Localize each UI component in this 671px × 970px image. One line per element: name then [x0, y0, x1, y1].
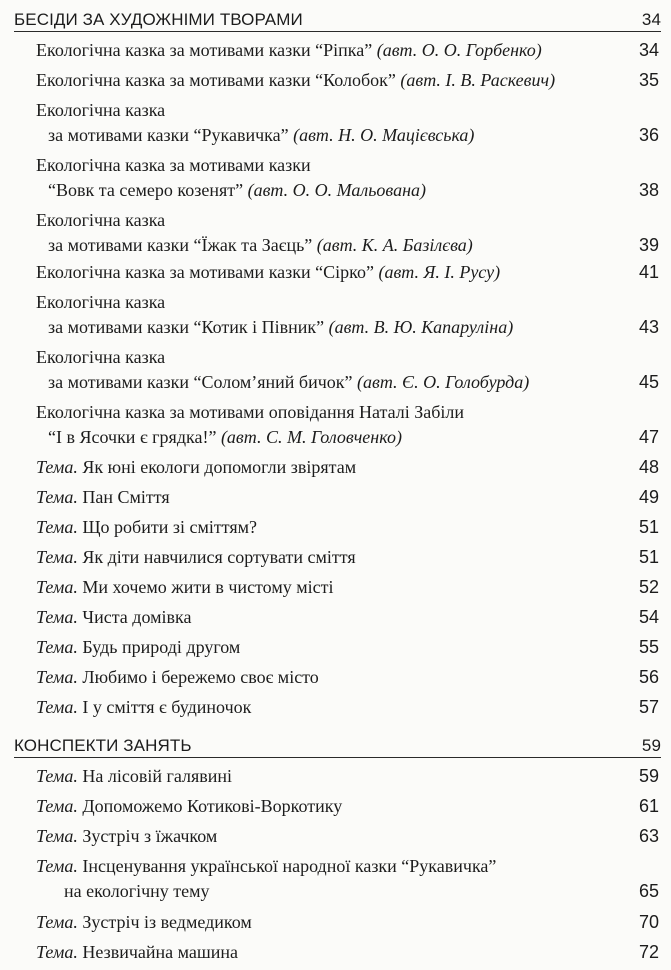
entry-page-number: 65	[638, 881, 659, 901]
toc-entry-line	[36, 665, 659, 690]
toc-entry-line	[36, 635, 659, 660]
entry-page-number: 51	[638, 547, 659, 567]
toc-entry-line	[36, 695, 659, 720]
entry-page-number: 41	[638, 262, 659, 282]
entry-page-number: 36	[638, 125, 659, 145]
toc-entry-line	[36, 38, 659, 63]
tema-label: Тема.	[36, 766, 78, 786]
entry-title: Що робити зі сміттям?	[82, 517, 257, 537]
toc-entry-line	[36, 515, 659, 540]
entry-author: (авт. І. В. Раскевич)	[400, 70, 556, 90]
toc-entry	[36, 485, 659, 510]
toc-entry	[36, 400, 659, 450]
toc-entry	[36, 575, 659, 600]
toc-entry-line	[36, 764, 659, 789]
toc-entry-line	[36, 485, 659, 510]
entry-title: Пан Сміття	[82, 487, 170, 507]
toc-entry-line	[36, 345, 659, 370]
entry-title: Екологічна казка	[36, 347, 166, 367]
tema-label: Тема.	[36, 577, 78, 597]
entry-page-number: 52	[638, 577, 659, 597]
toc-entry-line	[36, 208, 659, 233]
toc-entry-line	[36, 98, 659, 123]
entry-title: Чиста домівка	[82, 607, 192, 627]
entry-title: Зустріч з їжачком	[82, 826, 218, 846]
entry-page-number: 59	[638, 766, 659, 786]
entry-author: (авт. Н. О. Мацієвська)	[293, 125, 475, 145]
entry-title: Зустріч із ведмедиком	[82, 912, 252, 932]
entry-title: “І в Ясочки є грядка!”	[48, 427, 221, 447]
entry-title: Любимо і бережемо своє місто	[82, 667, 319, 687]
entry-title: Екологічна казка за мотивами казки “Колобок”	[36, 70, 401, 90]
tema-label: Тема.	[36, 607, 78, 627]
entry-author: (авт. К. А. Базілєва)	[316, 235, 473, 255]
entry-title: за мотивами казки “Їжак та Заєць”	[48, 235, 317, 255]
entry-page-number: 35	[638, 70, 659, 90]
toc-entry-line	[36, 153, 659, 178]
entry-page-number: 56	[638, 667, 659, 687]
entry-title: “Вовк та семеро козенят”	[48, 180, 248, 200]
toc-entry-line	[36, 370, 659, 395]
entry-author: (авт. Є. О. Голобурда)	[357, 372, 530, 392]
toc-entry-line	[36, 854, 659, 879]
toc-entry	[36, 153, 659, 203]
entry-title: Екологічна казка за мотивами оповідання Наталі Забіли	[36, 402, 465, 422]
entry-title: за мотивами казки “Рукавичка”	[48, 125, 294, 145]
entry-page-number: 34	[638, 40, 659, 60]
toc-entry	[36, 98, 659, 148]
tema-label: Тема.	[36, 697, 78, 717]
section-title: КОНСПЕКТИ ЗАНЯТЬ	[14, 736, 192, 755]
entry-title: Допоможемо Котикові-Воркотику	[82, 796, 343, 816]
entry-title: Будь природі другом	[82, 637, 241, 657]
toc-entry	[36, 854, 659, 904]
entry-page-number: 63	[638, 826, 659, 846]
entry-title: за мотивами казки “Солом’яний бичок”	[48, 372, 358, 392]
tema-label: Тема.	[36, 547, 78, 567]
toc-entry-line	[36, 455, 659, 480]
toc-entry	[36, 764, 659, 789]
tema-label: Тема.	[36, 457, 78, 477]
toc-entry-line	[36, 575, 659, 600]
entry-author: (авт. В. Ю. Капаруліна)	[328, 317, 514, 337]
entry-title: Як діти навчилися сортувати сміття	[82, 547, 356, 567]
toc-entry	[36, 290, 659, 340]
entry-page-number: 54	[638, 607, 659, 627]
entry-title: І у сміття є будиночок	[82, 697, 252, 717]
toc-entry	[36, 345, 659, 395]
toc-entry	[36, 260, 659, 285]
toc-entry-line	[36, 940, 659, 965]
toc-entry	[36, 605, 659, 630]
toc-entry	[36, 910, 659, 935]
tema-label: Тема.	[36, 517, 78, 537]
section-title: БЕСІДИ ЗА ХУДОЖНІМИ ТВОРАМИ	[14, 10, 303, 29]
entry-title: Екологічна казка	[36, 210, 166, 230]
toc-entry-line	[36, 315, 659, 340]
entry-page-number: 43	[638, 317, 659, 337]
entry-page-number: 45	[638, 372, 659, 392]
entry-author: (авт. С. М. Головченко)	[220, 427, 402, 447]
entry-page-number: 70	[638, 912, 659, 932]
tema-label: Тема.	[36, 856, 78, 876]
entry-title: Екологічна казка за мотивами казки	[36, 155, 311, 175]
tema-label: Тема.	[36, 796, 78, 816]
toc-entry	[36, 794, 659, 819]
entry-page-number: 48	[638, 457, 659, 477]
entry-page-number: 51	[638, 517, 659, 537]
entry-page-number: 57	[638, 697, 659, 717]
toc-entry	[36, 635, 659, 660]
entry-title: Екологічна казка	[36, 292, 166, 312]
tema-label: Тема.	[36, 487, 78, 507]
toc-entry-line	[36, 123, 659, 148]
section-page-number: 59	[641, 736, 661, 755]
tema-label: Тема.	[36, 667, 78, 687]
entry-title: Ми хочемо жити в чистому місті	[82, 577, 334, 597]
toc-entry-line	[36, 68, 659, 93]
entry-page-number: 47	[638, 427, 659, 447]
toc-entry	[36, 68, 659, 93]
toc-entry	[36, 38, 659, 63]
toc-entry	[36, 208, 659, 258]
toc-entry-line	[36, 879, 659, 904]
toc-entry	[36, 545, 659, 570]
toc-entry-line	[36, 260, 659, 285]
entry-title: Екологічна казка за мотивами казки “Ріпка”	[36, 40, 377, 60]
toc-entry-line	[36, 178, 659, 203]
section-page-number: 34	[641, 10, 661, 29]
entry-title: Екологічна казка	[36, 100, 166, 120]
toc-entry	[36, 455, 659, 480]
entry-title: Як юні екологи допомогли звірятам	[82, 457, 357, 477]
tema-label: Тема.	[36, 942, 78, 962]
toc-entry-line	[36, 290, 659, 315]
toc-entry	[36, 824, 659, 849]
entry-title: Інсценування української народної казки “Рукавичка”	[82, 856, 497, 876]
entry-page-number: 38	[638, 180, 659, 200]
entry-page-number: 72	[638, 942, 659, 962]
tema-label: Тема.	[36, 826, 78, 846]
tema-label: Тема.	[36, 637, 78, 657]
toc-entry-line	[36, 824, 659, 849]
entry-page-number: 61	[638, 796, 659, 816]
section-heading	[14, 732, 661, 758]
toc-entry-line	[36, 425, 659, 450]
toc-entry-line	[36, 233, 659, 258]
section-heading	[14, 6, 661, 32]
entry-title: На лісовій галявині	[82, 766, 233, 786]
toc-entry-line	[36, 794, 659, 819]
section-divider	[14, 757, 661, 758]
toc-entry-line	[36, 910, 659, 935]
toc-entry-line	[36, 605, 659, 630]
tema-label: Тема.	[36, 912, 78, 932]
entry-title: на екологічну тему	[64, 881, 210, 901]
toc-entry	[36, 940, 659, 965]
entry-page-number: 39	[638, 235, 659, 255]
entry-author: (авт. О. О. Горбенко)	[376, 40, 542, 60]
toc-entry	[36, 665, 659, 690]
section-divider	[14, 31, 661, 32]
toc-entry	[36, 515, 659, 540]
entry-title: за мотивами казки “Котик і Півник”	[48, 317, 329, 337]
entry-page-number: 55	[638, 637, 659, 657]
entry-title: Екологічна казка за мотивами казки “Сірко”	[36, 262, 379, 282]
toc-entry	[36, 695, 659, 720]
entry-author: (авт. Я. І. Русу)	[378, 262, 501, 282]
entry-title: Незвичайна машина	[82, 942, 239, 962]
entry-page-number: 49	[638, 487, 659, 507]
entry-author: (авт. О. О. Мальована)	[247, 180, 427, 200]
toc-entry-line	[36, 545, 659, 570]
toc-entry-line	[36, 400, 659, 425]
